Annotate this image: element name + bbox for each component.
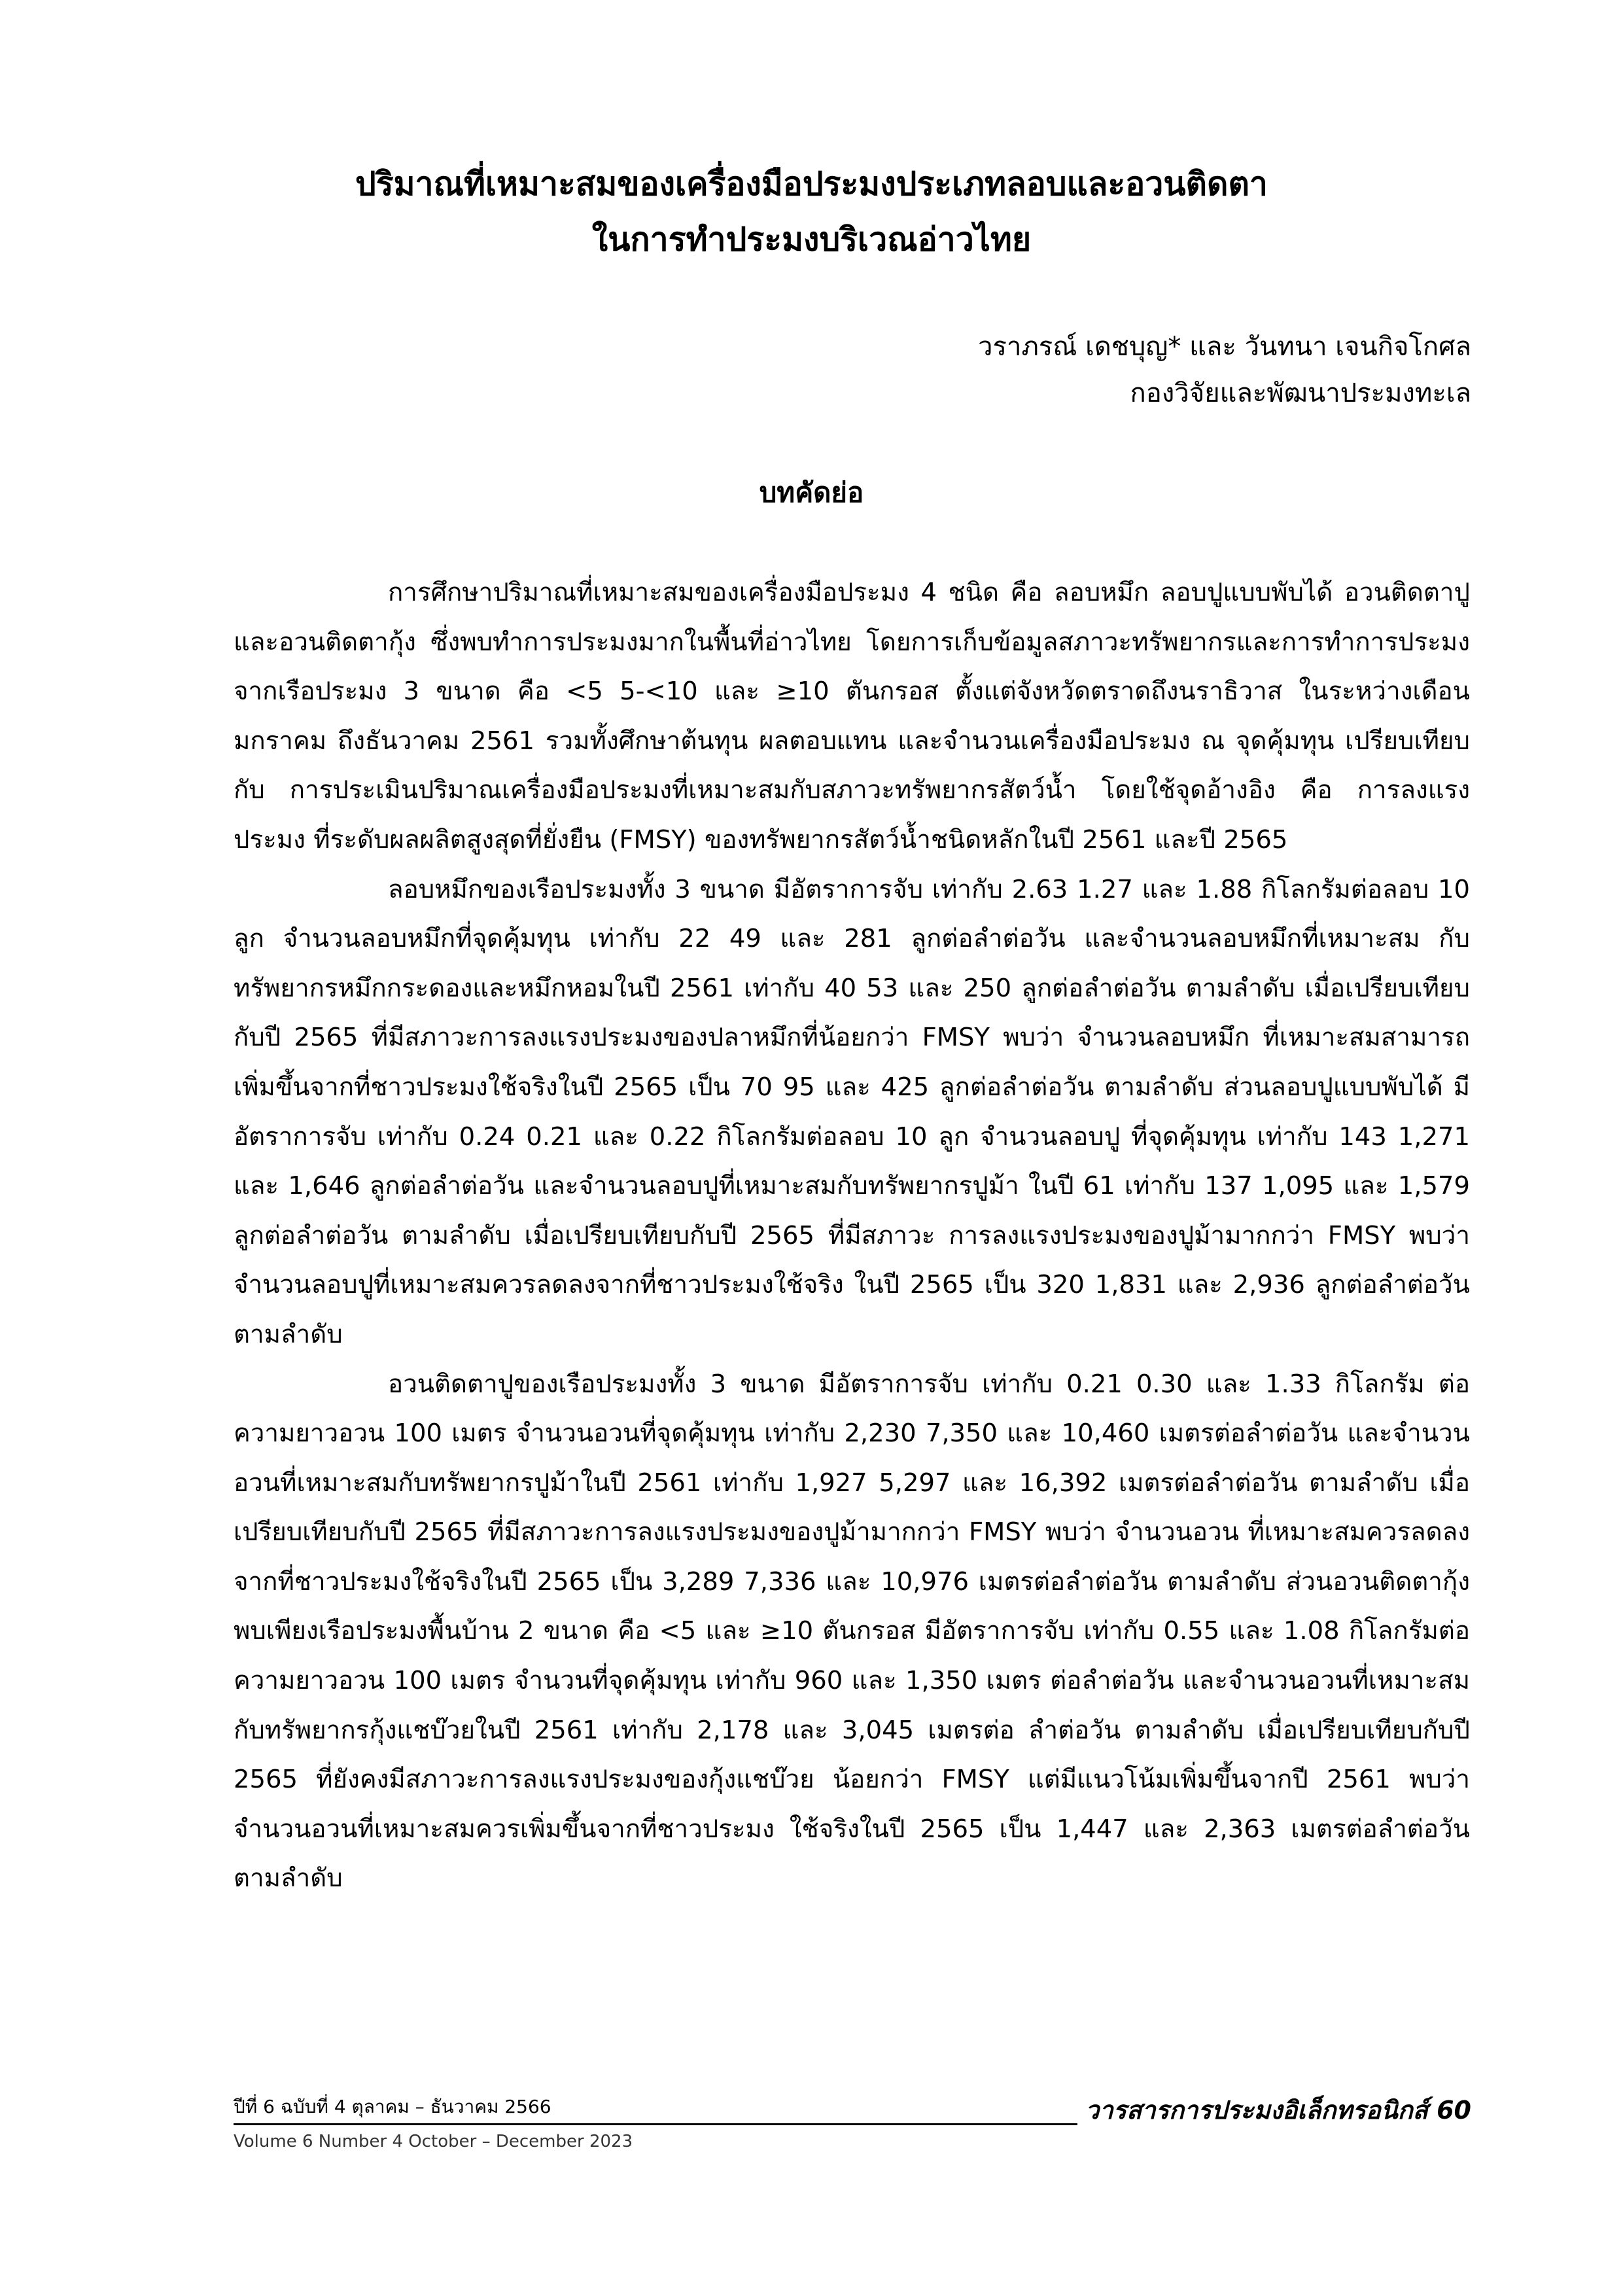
paper-title-line-1: ปริมาณที่เหมาะสมของเครื่องมือประมงประเภทลอบและอวนติดตา	[355, 165, 1268, 203]
footer-issue-english: Volume 6 Number 4 October – December 2023	[234, 2132, 633, 2151]
abstract-paragraph-3: อวนติดตาปูของเรือประมงทั้ง 3 ขนาด มีอัตราการจับ เท่ากับ 0.21 0.30 และ 1.33 กิโลกรัม ต่อความยาวอวน 100 เมตร จำนวนอวนที่จุดคุ้มทุน เท่ากับ 2,230 7,350 และ 10,460 เมตรต่อลำต่อวัน และจำนวนอวนที่เหมาะสมกับทรัพยากรปูม้าในปี 2561 เท่ากับ 1,927 5,297 และ 16,392 เมตรต่อลำต่อวัน ตามลำดับ เมื่อเปรียบเทียบกับปี 2565 ที่มีสภาวะการลงแรงประมงของปูม้ามากกว่า FMSY พบว่า จำนวนอวน ที่เหมาะสมควรลดลงจากที่ชาวประมงใช้จริงในปี 2565 เป็น 3,289 7,336 และ 10,976 เมตรต่อลำต่อวัน ตามลำดับ ส่วนอวนติดตากุ้งพบเพียงเรือประมงพื้นบ้าน 2 ขนาด คือ <5 และ ≥10 ตันกรอส มีอัตราการจับ เท่ากับ 0.55 และ 1.08 กิโลกรัมต่อความยาวอวน 100 เมตร จำนวนที่จุดคุ้มทุน เท่ากับ 960 และ 1,350 เมตร ต่อลำต่อวัน และจำนวนอวนที่เหมาะสมกับทรัพยากรกุ้งแชบ๊วยในปี 2561 เท่ากับ 2,178 และ 3,045 เมตรต่อ ลำต่อวัน ตามลำดับ เมื่อเปรียบเทียบกับปี 2565 ที่ยังคงมีสภาวะการลงแรงประมงของกุ้งแชบ๊วย น้อยกว่า FMSY แต่มีแนวโน้มเพิ่มขึ้นจากปี 2561 พบว่าจำนวนอวนที่เหมาะสมควรเพิ่มขึ้นจากที่ชาวประมง ใช้จริงในปี 2565 เป็น 1,447 และ 2,363 เมตรต่อลำต่อวัน ตามลำดับ	[234, 1369, 1470, 1894]
abstract-paragraph-1: การศึกษาปริมาณที่เหมาะสมของเครื่องมือประมง 4 ชนิด คือ ลอบหมึก ลอบปูแบบพับได้ อวนติดตาปู และอวนติดตากุ้ง ซึ่งพบทำการประมงมากในพื้นที่อ่าวไทย โดยการเก็บข้อมูลสภาวะทรัพยากรและการทำการประมง จากเรือประมง 3 ขนาด คือ <5 5-<10 และ ≥10 ตันกรอส ตั้งแต่จังหวัดตราดถึงนราธิวาส ในระหว่างเดือนมกราคม ถึงธันวาคม 2561 รวมทั้งศึกษาต้นทุน ผลตอบแทน และจำนวนเครื่องมือประมง ณ จุดคุ้มทุน เปรียบเทียบกับ การประเมินปริมาณเครื่องมือประมงที่เหมาะสมกับสภาวะทรัพยากรสัตว์น้ำ โดยใช้จุดอ้างอิง คือ การลงแรงประมง ที่ระดับผลผลิตสูงสุดที่ยั่งยืน (FMSY) ของทรัพยากรสัตว์น้ำชนิดหลักในปี 2561 และปี 2565	[234, 578, 1470, 855]
abstract-paragraph-2: ลอบหมึกของเรือประมงทั้ง 3 ขนาด มีอัตราการจับ เท่ากับ 2.63 1.27 และ 1.88 กิโลกรัมต่อลอบ 10 ลูก จำนวนลอบหมึกที่จุดคุ้มทุน เท่ากับ 22 49 และ 281 ลูกต่อลำต่อวัน และจำนวนลอบหมึกที่เหมาะสม กับทรัพยากรหมึกกระดองและหมึกหอมในปี 2561 เท่ากับ 40 53 และ 250 ลูกต่อลำต่อวัน ตามลำดับ เมื่อเปรียบเทียบกับปี 2565 ที่มีสภาวะการลงแรงประมงของปลาหมึกที่น้อยกว่า FMSY พบว่า จำนวนลอบหมึก ที่เหมาะสมสามารถเพิ่มขึ้นจากที่ชาวประมงใช้จริงในปี 2565 เป็น 70 95 และ 425 ลูกต่อลำต่อวัน ตามลำดับ ส่วนลอบปูแบบพับได้ มีอัตราการจับ เท่ากับ 0.24 0.21 และ 0.22 กิโลกรัมต่อลอบ 10 ลูก จำนวนลอบปู ที่จุดคุ้มทุน เท่ากับ 143 1,271 และ 1,646 ลูกต่อลำต่อวัน และจำนวนลอบปูที่เหมาะสมกับทรัพยากรปูม้า ในปี 61 เท่ากับ 137 1,095 และ 1,579 ลูกต่อลำต่อวัน ตามลำดับ เมื่อเปรียบเทียบกับปี 2565 ที่มีสภาวะ การลงแรงประมงของปูม้ามากกว่า FMSY พบว่า จำนวนลอบปูที่เหมาะสมควรลดลงจากที่ชาวประมงใช้จริง ในปี 2565 เป็น 320 1,831 และ 2,936 ลูกต่อลำต่อวัน ตามลำดับ	[234, 874, 1470, 1349]
paper-title-line-2: ในการทำประมงบริเวณอ่าวไทย	[591, 221, 1032, 258]
author-names: วราภรณ์ เดชบุญ* และ วันทนา เจนกิจโกศล	[978, 332, 1471, 362]
footer-rule	[234, 2123, 1077, 2125]
abstract-body	[234, 568, 1470, 1903]
author-affiliation: กองวิจัยและพัฒนาประมงทะเล	[1130, 378, 1471, 408]
footer-issue-thai: ปีที่ 6 ฉบับที่ 4 ตุลาคม – ธันวาคม 2566	[234, 2096, 551, 2117]
abstract-heading: บทคัดย่อ	[759, 476, 864, 508]
footer-journal-title: วารสารการประมงอิเล็กทรอนิกส์ 60	[1085, 2096, 1471, 2125]
